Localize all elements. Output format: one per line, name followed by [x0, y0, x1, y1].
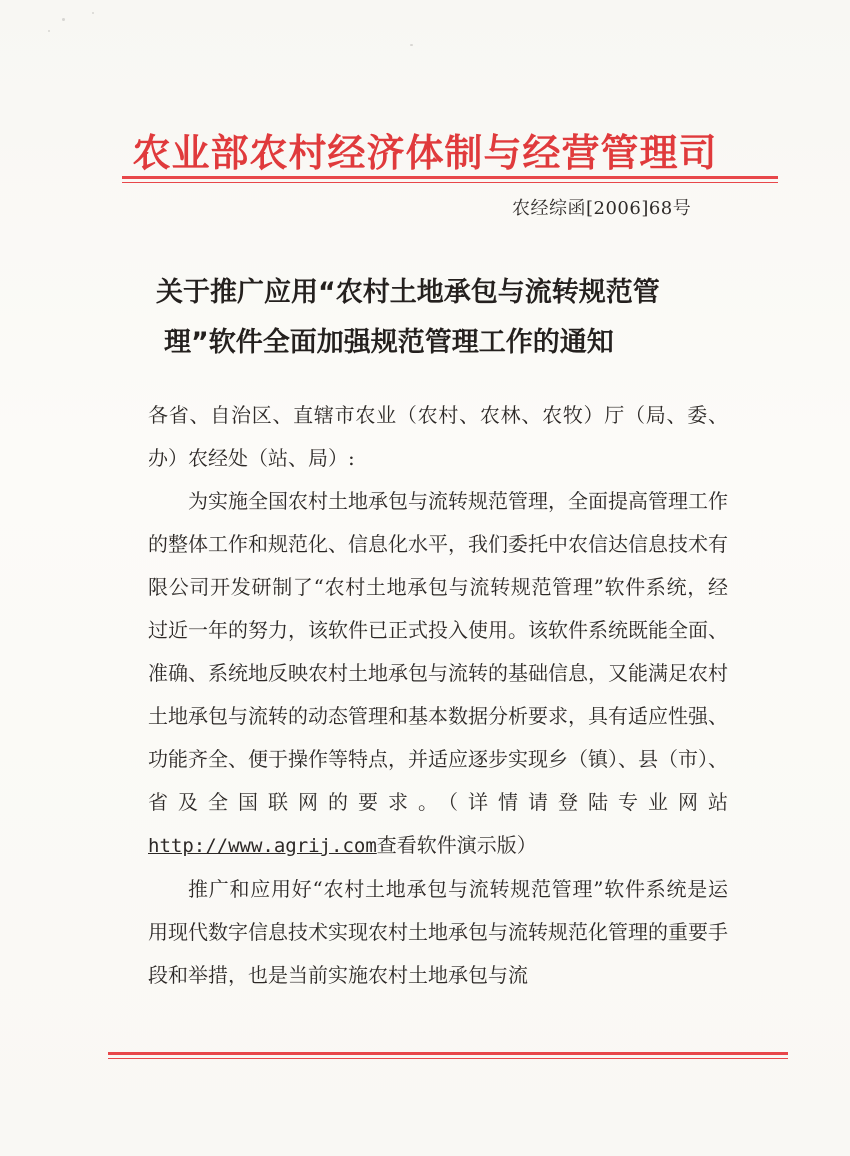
salutation: 各省、自治区、直辖市农业（农村、农林、农牧）厅（局、委、办）农经处（站、局）: — [148, 403, 728, 470]
title-line-2: 理”软件全面加强规范管理工作的通知 — [164, 327, 614, 358]
document-title — [150, 268, 770, 368]
header-rule-bottom — [122, 182, 778, 183]
footer-rule-top — [108, 1052, 788, 1055]
paragraph-2: 推广和应用好“农村土地承包与流转规范管理”软件系统是运用现代数字信息技术实现农村土地承包与流转规范化管理的重要手段和举措，也是当前实施农村土地承包与流 — [148, 877, 728, 987]
header-rule-top — [122, 176, 778, 179]
paragraph-1-text: 为实施全国农村土地承包与流转规范管理，全面提高管理工作的整体工作和规范化、信息化水平，我们委托中农信达信息技术有限公司开发研制了“农村土地承包与流转规范管理”软件系统，经过近一年的努力，该软件已正式投入使用。该软件系统既能全面、准确、系统地反映农村土地承包与流转的基础信息，又能满足农村土地承包与流转的动态管理和基本数据分析要求，具有适应性强、功能齐全、便于操作等特点，并适应逐步实现乡（镇）、县（市）、省及全国联网的要求。（详情请登陆专业网站 — [148, 489, 728, 814]
footer-rule-bottom — [108, 1058, 788, 1059]
title-line-1: 关于推广应用“农村土地承包与流转规范管 — [156, 277, 660, 308]
paragraph-1-tail: 查看软件演示版） — [376, 833, 537, 857]
scan-speck — [62, 18, 65, 21]
paragraph-1 — [148, 480, 728, 868]
scan-speck — [92, 12, 94, 14]
scan-speck — [410, 44, 413, 46]
document-number: 农经综函[2006]68号 — [512, 198, 692, 219]
scan-speck — [48, 30, 50, 32]
document-body — [148, 394, 728, 997]
website-link[interactable]: http://www.agrij.com — [148, 835, 377, 857]
organization-header: 农业部农村经济体制与经营管理司 — [132, 130, 718, 175]
